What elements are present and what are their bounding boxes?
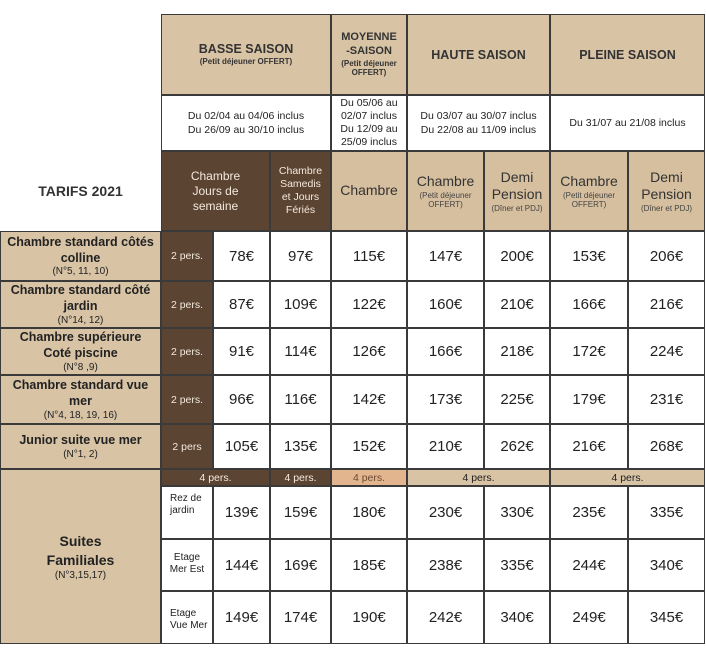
date-line: Du 31/07 au 21/08 inclus <box>569 116 686 129</box>
price: 216€ <box>572 438 606 455</box>
floor-label: Vue Mer <box>170 619 208 631</box>
col-sub: (Petit déjeuner <box>562 190 616 200</box>
price-cell <box>484 328 550 375</box>
season-moyenne-sub-2: OFFERT) <box>351 68 387 78</box>
room-name-cell <box>0 375 161 424</box>
col-label: Demi <box>500 168 534 185</box>
price-cell <box>331 328 407 375</box>
price-cell <box>484 486 550 539</box>
room-name: Coté piscine <box>43 346 118 360</box>
price: 174€ <box>283 609 318 626</box>
page-title-text: TARIFS 2021 <box>38 183 123 199</box>
price: 242€ <box>428 609 463 626</box>
pers-label: 2 pers. <box>170 250 204 262</box>
season-basse-sub: (Petit déjeuner OFFERT) <box>199 57 293 67</box>
pers-label: 4 pers. <box>352 471 386 484</box>
floor-label-cell <box>161 539 213 591</box>
season-basse-dates <box>161 95 331 151</box>
price-cell <box>331 486 407 539</box>
price-cell <box>270 424 331 469</box>
room-numbers: (N°14, 12) <box>57 314 104 326</box>
price-cell <box>331 231 407 281</box>
price: 97€ <box>287 247 314 265</box>
room-name: mer <box>69 394 92 408</box>
pers-label: 2 pers. <box>170 345 204 358</box>
price: 173€ <box>428 391 463 408</box>
suites-name: Suites <box>59 533 102 550</box>
price: 244€ <box>572 556 606 574</box>
price: 235€ <box>572 504 606 521</box>
room-name-cell <box>0 424 161 469</box>
season-pleine-header <box>550 14 705 95</box>
price-cell <box>484 281 550 328</box>
room-name-cell <box>0 281 161 328</box>
room-name-cell <box>0 231 161 281</box>
floor-label: Etage <box>173 552 201 563</box>
price: 87€ <box>228 296 255 313</box>
price-cell <box>407 281 484 328</box>
room-numbers: (N°5, 11, 10) <box>52 266 109 278</box>
page-title <box>0 151 161 231</box>
price: 230€ <box>428 504 463 521</box>
price-cell <box>270 375 331 424</box>
col-sub: (Dîner et PDJ) <box>491 203 543 213</box>
col-label: Chambre <box>190 168 241 183</box>
date-line: 25/09 inclus <box>340 136 398 149</box>
price-cell <box>628 591 705 644</box>
season-moyenne-header <box>331 14 407 95</box>
col-label: Fériés <box>285 204 316 217</box>
col-moyenne-chambre <box>331 151 407 231</box>
price: 340€ <box>500 609 534 626</box>
col-sub: OFFERT) <box>571 199 607 209</box>
price-cell <box>628 539 705 591</box>
price: 249€ <box>572 609 606 626</box>
price: 330€ <box>500 504 534 521</box>
price-cell <box>270 591 331 644</box>
pers-cell <box>407 469 550 486</box>
pers-cell <box>161 328 213 375</box>
price: 115€ <box>352 247 386 265</box>
date-line: Du 12/09 au <box>340 123 398 135</box>
col-label: Chambre <box>278 164 323 177</box>
price: 206€ <box>649 247 684 265</box>
price-cell <box>550 424 628 469</box>
price: 224€ <box>649 343 684 360</box>
price: 335€ <box>500 556 534 574</box>
col-label: Chambre <box>340 182 398 199</box>
col-sub: (Dîner et PDJ) <box>640 203 693 213</box>
price: 180€ <box>352 504 386 521</box>
pers-cell <box>161 231 213 281</box>
season-basse-header <box>161 14 331 95</box>
price: 152€ <box>352 438 386 455</box>
room-name: jardin <box>63 299 98 313</box>
pers-label: 4 pers. <box>611 471 644 484</box>
date-line: Du 26/09 au 30/10 inclus <box>187 124 305 136</box>
price: 126€ <box>352 343 386 360</box>
room-name: Junior suite vue mer <box>19 433 142 448</box>
pers-label: 4 pers. <box>462 471 495 484</box>
price: 340€ <box>649 556 684 574</box>
floor-label: Etage <box>170 608 197 619</box>
pers-cell <box>161 375 213 424</box>
price-cell <box>331 591 407 644</box>
price-cell <box>270 539 331 591</box>
price-cell <box>407 539 484 591</box>
price: 78€ <box>228 247 255 265</box>
price: 238€ <box>428 556 463 574</box>
pers-cell <box>550 469 705 486</box>
price: 179€ <box>572 391 606 408</box>
price-cell <box>407 231 484 281</box>
room-name: Chambre standard côtés <box>7 234 154 249</box>
price-cell <box>484 424 550 469</box>
price-cell <box>270 231 331 281</box>
price: 149€ <box>224 609 259 626</box>
col-haute-demi <box>484 151 550 231</box>
price-cell <box>628 424 705 469</box>
price-cell <box>628 231 705 281</box>
floor-label-cell <box>161 486 213 539</box>
floor-label: Rez de <box>170 493 202 504</box>
pers-label: 2 pers. <box>170 298 204 311</box>
price-cell <box>213 231 270 281</box>
season-haute-dates <box>407 95 550 151</box>
price-cell <box>213 375 270 424</box>
price: 114€ <box>284 343 317 360</box>
price-cell <box>628 486 705 539</box>
price-cell <box>407 486 484 539</box>
room-name: Chambre standard vue <box>12 378 149 393</box>
price: 166€ <box>428 343 463 360</box>
price-cell <box>550 375 628 424</box>
pers-cell <box>161 469 270 486</box>
price-cell <box>484 375 550 424</box>
price: 96€ <box>228 391 255 408</box>
col-sub: OFFERT) <box>428 199 463 209</box>
col-label: Chambre <box>560 173 618 190</box>
suites-name-cell <box>0 469 161 644</box>
col-label: Pension <box>641 186 692 203</box>
pers-label: 2 pers. <box>170 393 204 406</box>
price-cell <box>270 486 331 539</box>
price-cell <box>213 328 270 375</box>
room-name-cell <box>0 328 161 375</box>
price: 144€ <box>224 556 259 574</box>
price: 335€ <box>649 504 684 521</box>
col-label: Chambre <box>416 173 475 190</box>
date-line: Du 02/04 au 04/06 inclus <box>187 109 305 122</box>
season-moyenne-name-1: MOYENNE <box>341 30 397 43</box>
price-cell <box>270 281 331 328</box>
price-cell <box>213 539 270 591</box>
price-cell <box>550 231 628 281</box>
price: 345€ <box>649 609 684 626</box>
price: 135€ <box>283 438 318 455</box>
price: 109€ <box>283 296 318 313</box>
room-numbers: (N°8 ,9) <box>63 361 98 373</box>
price-cell <box>213 486 270 539</box>
price-cell <box>331 424 407 469</box>
pers-label: 2 pers <box>172 440 202 453</box>
room-name: colline <box>60 250 101 265</box>
pers-cell <box>331 469 407 486</box>
col-basse-samedi <box>270 151 331 231</box>
price-cell <box>331 539 407 591</box>
price: 160€ <box>428 296 463 313</box>
price: 231€ <box>649 391 684 408</box>
col-label: semaine <box>192 198 239 213</box>
price: 139€ <box>224 504 259 521</box>
price-cell <box>407 424 484 469</box>
date-line: Du 22/08 au 11/09 inclus <box>420 124 537 136</box>
season-pleine-dates <box>550 95 705 151</box>
price: 210€ <box>500 296 534 313</box>
col-label: Samedis <box>280 177 321 190</box>
price: 172€ <box>572 343 606 360</box>
col-pleine-chambre <box>550 151 628 231</box>
price: 210€ <box>428 438 463 455</box>
price-cell <box>213 591 270 644</box>
floor-label: Mer Est <box>169 563 205 575</box>
price-cell <box>550 591 628 644</box>
price: 218€ <box>500 343 534 360</box>
price: 153€ <box>572 247 606 265</box>
price: 200€ <box>500 247 534 265</box>
price-cell <box>550 486 628 539</box>
season-moyenne-dates <box>331 95 407 151</box>
season-moyenne-name-2: -SAISON <box>346 44 392 57</box>
price: 169€ <box>283 556 318 574</box>
price: 91€ <box>228 343 255 360</box>
price: 190€ <box>352 609 386 626</box>
price-cell <box>407 328 484 375</box>
price-cell <box>628 281 705 328</box>
col-pleine-demi <box>628 151 705 231</box>
price-cell <box>407 375 484 424</box>
price-cell <box>628 328 705 375</box>
price-cell <box>213 424 270 469</box>
price-cell <box>550 539 628 591</box>
price: 262€ <box>500 438 534 455</box>
col-label: Jours de <box>192 183 239 198</box>
price-cell <box>484 539 550 591</box>
season-pleine-name: PLEINE SAISON <box>579 47 676 62</box>
season-moyenne-sub-1: (Petit déjeuner <box>341 59 397 69</box>
price-cell <box>484 231 550 281</box>
room-name: Chambre supérieure <box>19 330 142 345</box>
price: 122€ <box>352 296 386 313</box>
price-cell <box>407 591 484 644</box>
price: 105€ <box>224 438 259 455</box>
price: 147€ <box>428 247 463 265</box>
season-haute-name: HAUTE SAISON <box>431 47 526 62</box>
pers-cell <box>270 469 331 486</box>
date-line: Du 05/06 au <box>340 96 398 109</box>
price: 216€ <box>649 296 684 313</box>
col-sub: (Petit déjeuner <box>419 190 472 200</box>
season-haute-header <box>407 14 550 95</box>
price-cell <box>331 281 407 328</box>
pers-cell <box>161 424 213 469</box>
col-label: et Jours <box>281 191 320 203</box>
price-cell <box>550 281 628 328</box>
price-cell <box>550 328 628 375</box>
price-cell <box>484 591 550 644</box>
suites-numbers: (N°3,15,17) <box>54 569 107 581</box>
pers-label: 4 pers. <box>284 471 317 484</box>
price-cell <box>270 328 331 375</box>
room-numbers: (N°4, 18, 19, 16) <box>43 409 118 421</box>
date-line: 02/07 inclus <box>340 109 398 122</box>
price: 116€ <box>284 391 317 408</box>
price: 166€ <box>572 296 606 313</box>
col-haute-chambre <box>407 151 484 231</box>
room-name: Chambre standard côté <box>10 283 151 298</box>
price: 142€ <box>352 391 386 408</box>
room-numbers: (N°1, 2) <box>63 448 98 460</box>
col-label: Pension <box>491 186 543 203</box>
price-cell <box>213 281 270 328</box>
date-line: Du 03/07 au 30/07 inclus <box>420 109 537 122</box>
price: 185€ <box>352 556 386 574</box>
pers-label: 4 pers. <box>199 471 232 484</box>
price-cell <box>628 375 705 424</box>
suites-name: Familiales <box>46 552 115 568</box>
col-label: Demi <box>650 168 683 185</box>
season-basse-name: BASSE SAISON <box>198 42 294 57</box>
price: 225€ <box>500 391 534 408</box>
price: 268€ <box>649 438 684 455</box>
pers-cell <box>161 281 213 328</box>
price: 159€ <box>283 504 318 521</box>
floor-label-cell <box>161 591 213 644</box>
floor-label: jardin <box>170 504 195 516</box>
col-basse-semaine <box>161 151 270 231</box>
price-cell <box>331 375 407 424</box>
